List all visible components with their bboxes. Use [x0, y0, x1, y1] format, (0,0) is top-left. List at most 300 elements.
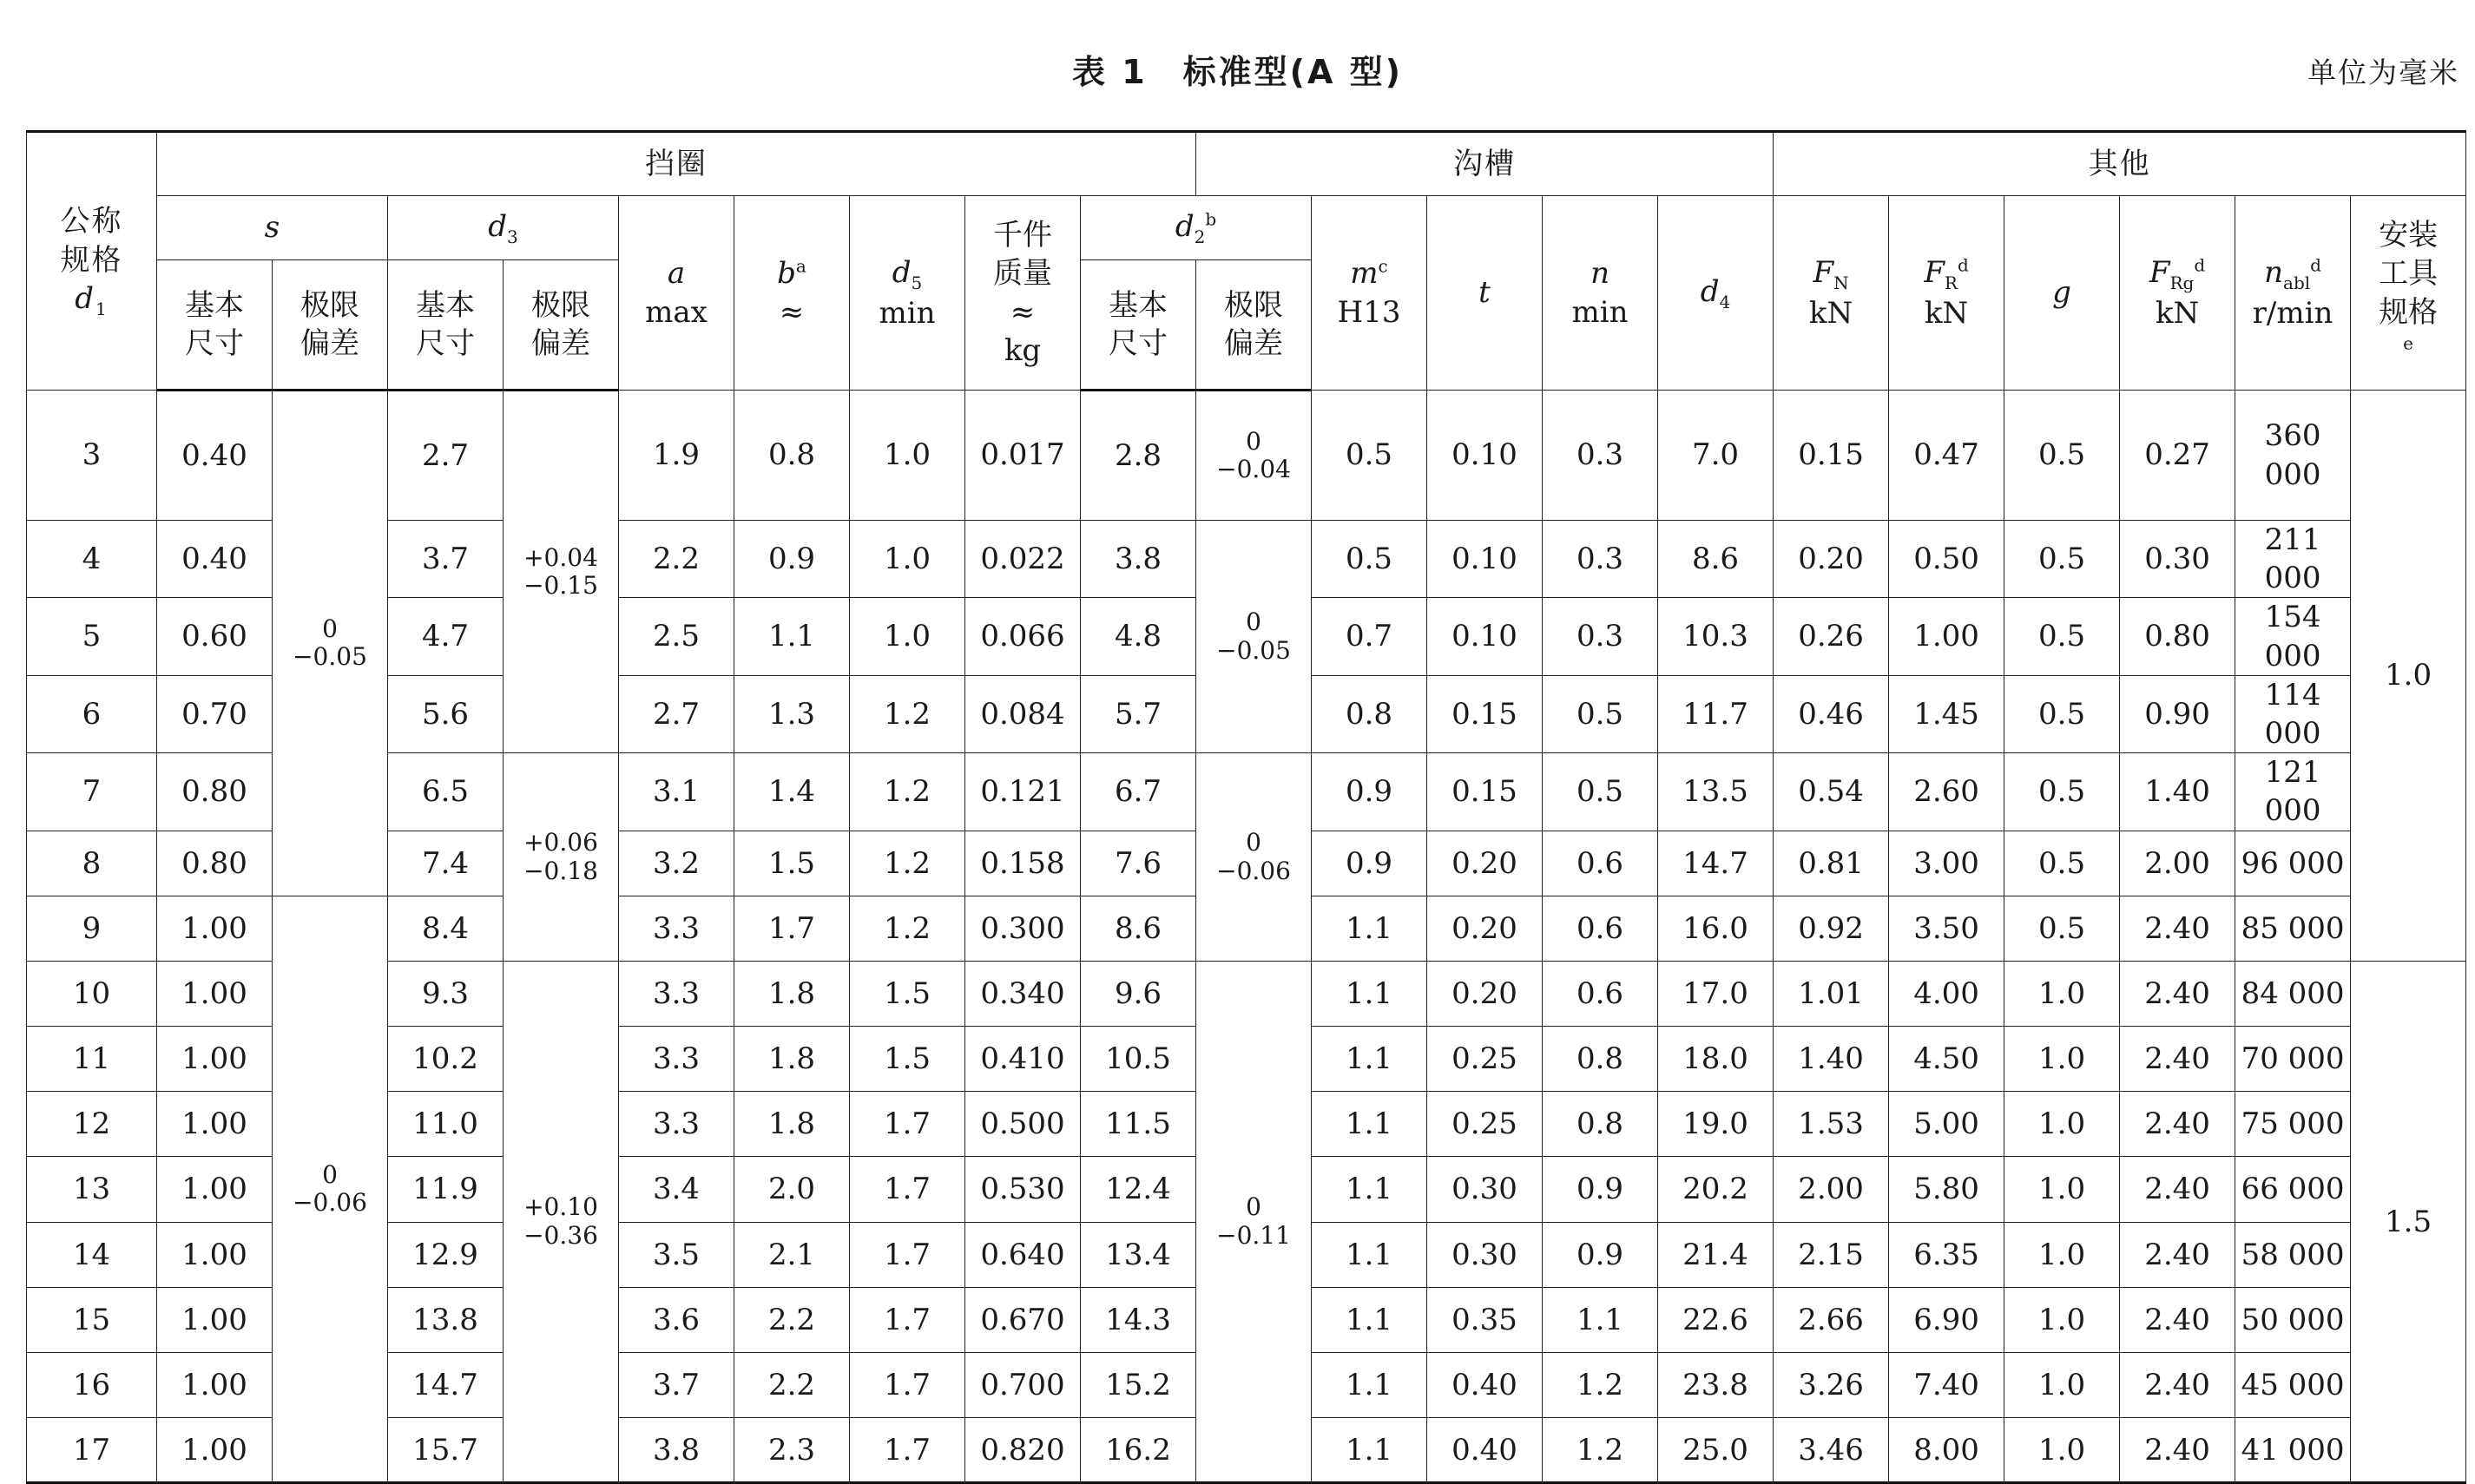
cell-nabl: 45 000: [2235, 1353, 2351, 1418]
cell-d3: 9.3: [388, 961, 504, 1026]
header-frg: $F_{Rg}^d$ kN: [2120, 196, 2235, 391]
header-d3-basic: 基本 尺寸: [388, 260, 504, 391]
cell-a: 3.5: [619, 1222, 734, 1287]
cell-d5: 1.0: [850, 598, 965, 675]
cell-d4: 8.6: [1658, 521, 1774, 598]
cell-m: 1.1: [1312, 1418, 1427, 1483]
cell-frg: 2.40: [2120, 896, 2235, 961]
cell-g: 0.5: [2004, 598, 2120, 675]
cell-d4: 25.0: [1658, 1418, 1774, 1483]
cell-nabl: 360 000: [2235, 391, 2351, 521]
cell-fr: 3.50: [1889, 896, 2004, 961]
cell-nabl: 75 000: [2235, 1092, 2351, 1157]
cell-n: 0.8: [1543, 1092, 1658, 1157]
cell-d1: 7: [27, 753, 157, 831]
cell-frg: 0.90: [2120, 675, 2235, 752]
cell-fn: 3.26: [1774, 1353, 1889, 1418]
cell-a: 3.3: [619, 961, 734, 1026]
cell-a: 3.3: [619, 896, 734, 961]
cell-d5: 1.2: [850, 896, 965, 961]
header-t: t: [1427, 196, 1543, 391]
cell-a: 3.3: [619, 1027, 734, 1092]
cell-b: 2.1: [734, 1222, 850, 1287]
cell-b: 1.5: [734, 831, 850, 896]
cell-frg: 0.27: [2120, 391, 2235, 521]
cell-mass: 0.158: [965, 831, 1081, 896]
cell-s: 0.40: [157, 391, 273, 521]
table-row: [27, 753, 2466, 831]
cell-g: 0.5: [2004, 675, 2120, 752]
cell-a: 2.5: [619, 598, 734, 675]
cell-b: 1.8: [734, 961, 850, 1026]
table-title: 表 1 标准型(A 型): [1071, 53, 1404, 91]
cell-d5: 1.2: [850, 831, 965, 896]
cell-mass: 0.410: [965, 1027, 1081, 1092]
cell-nabl: 41 000: [2235, 1418, 2351, 1483]
cell-b: 1.8: [734, 1027, 850, 1092]
cell-d3: 8.4: [388, 896, 504, 961]
cell-nabl: 50 000: [2235, 1287, 2351, 1352]
header-group-other: 其他: [1774, 132, 2466, 196]
cell-b: 2.2: [734, 1353, 850, 1418]
cell-frg: 0.30: [2120, 521, 2235, 598]
cell-d4: 10.3: [1658, 598, 1774, 675]
cell-fr: 6.90: [1889, 1287, 2004, 1352]
cell-mass: 0.820: [965, 1418, 1081, 1483]
cell-d2: 11.5: [1081, 1092, 1196, 1157]
cell-frg: 2.40: [2120, 1092, 2235, 1157]
header-d2: $d_2^b$: [1081, 196, 1312, 260]
header-nabl: $n_{abl}^d$ r/min: [2235, 196, 2351, 391]
cell-a: 3.3: [619, 1092, 734, 1157]
cell-t: 0.10: [1427, 521, 1543, 598]
cell-d3: 11.0: [388, 1092, 504, 1157]
cell-d5: 1.2: [850, 753, 965, 831]
cell-d2: 2.8: [1081, 391, 1196, 521]
cell-b: 1.4: [734, 753, 850, 831]
header-fn: $F_N$ kN: [1774, 196, 1889, 391]
cell-d2: 16.2: [1081, 1418, 1196, 1483]
cell-s: 1.00: [157, 1092, 273, 1157]
cell-tool: 1.5: [2351, 961, 2466, 1483]
cell-d4: 21.4: [1658, 1222, 1774, 1287]
cell-d3: 5.6: [388, 675, 504, 752]
cell-nabl: 70 000: [2235, 1027, 2351, 1092]
cell-s: 1.00: [157, 1287, 273, 1352]
cell-d2: 15.2: [1081, 1353, 1196, 1418]
header-a: a max: [619, 196, 734, 391]
header-d4: $d_4$: [1658, 196, 1774, 391]
header-spec: 公称 规格 $d_1$: [27, 132, 157, 391]
cell-fn: 0.15: [1774, 391, 1889, 521]
cell-s: 0.70: [157, 675, 273, 752]
cell-mass: 0.340: [965, 961, 1081, 1026]
cell-mass: 0.121: [965, 753, 1081, 831]
cell-g: 0.5: [2004, 391, 2120, 521]
cell-d3: 10.2: [388, 1027, 504, 1092]
cell-fn: 0.81: [1774, 831, 1889, 896]
cell-m: 0.5: [1312, 391, 1427, 521]
cell-a: 3.1: [619, 753, 734, 831]
cell-mass: 0.066: [965, 598, 1081, 675]
cell-nabl: 154 000: [2235, 598, 2351, 675]
cell-mass: 0.500: [965, 1092, 1081, 1157]
cell-d2: 3.8: [1081, 521, 1196, 598]
cell-frg: 2.00: [2120, 831, 2235, 896]
cell-d5: 1.0: [850, 391, 965, 521]
cell-fn: 0.54: [1774, 753, 1889, 831]
cell-fn: 2.15: [1774, 1222, 1889, 1287]
cell-t: 0.40: [1427, 1418, 1543, 1483]
cell-mass: 0.300: [965, 896, 1081, 961]
cell-d3: 15.7: [388, 1418, 504, 1483]
cell-a: 3.6: [619, 1287, 734, 1352]
cell-a: 3.2: [619, 831, 734, 896]
cell-d5: 1.7: [850, 1222, 965, 1287]
cell-d5: 1.7: [850, 1353, 965, 1418]
cell-d3-tolerance: +0.06 −0.18: [504, 753, 619, 962]
cell-nabl: 96 000: [2235, 831, 2351, 896]
cell-a: 2.7: [619, 675, 734, 752]
header-b: $b^a$ ≈: [734, 196, 850, 391]
cell-s: 1.00: [157, 1418, 273, 1483]
cell-m: 1.1: [1312, 1353, 1427, 1418]
table-row: [27, 961, 2466, 1026]
cell-s: 1.00: [157, 1222, 273, 1287]
cell-d2: 7.6: [1081, 831, 1196, 896]
cell-b: 1.1: [734, 598, 850, 675]
cell-t: 0.10: [1427, 391, 1543, 521]
cell-nabl: 66 000: [2235, 1157, 2351, 1222]
cell-m: 1.1: [1312, 1222, 1427, 1287]
cell-d2: 8.6: [1081, 896, 1196, 961]
cell-t: 0.10: [1427, 598, 1543, 675]
header-m: $m^c$ H13: [1312, 196, 1427, 391]
cell-d5: 1.7: [850, 1418, 965, 1483]
unit-note: 单位为毫米: [2307, 56, 2459, 89]
cell-tool: 1.0: [2351, 391, 2466, 962]
cell-nabl: 114 000: [2235, 675, 2351, 752]
cell-fn: 0.46: [1774, 675, 1889, 752]
cell-n: 0.8: [1543, 1027, 1658, 1092]
cell-frg: 2.40: [2120, 1222, 2235, 1287]
cell-frg: 2.40: [2120, 1418, 2235, 1483]
cell-b: 1.8: [734, 1092, 850, 1157]
cell-d2: 14.3: [1081, 1287, 1196, 1352]
cell-d1: 4: [27, 521, 157, 598]
cell-d2-tolerance: 0 −0.05: [1196, 521, 1312, 753]
cell-d3: 2.7: [388, 391, 504, 521]
header-s-limit: 极限 偏差: [273, 260, 388, 391]
cell-s: 1.00: [157, 1353, 273, 1418]
cell-mass: 0.670: [965, 1287, 1081, 1352]
cell-m: 1.1: [1312, 1092, 1427, 1157]
cell-m: 0.9: [1312, 831, 1427, 896]
header-mass: 千件 质量 ≈ kg: [965, 196, 1081, 391]
cell-fn: 1.01: [1774, 961, 1889, 1026]
cell-fn: 1.53: [1774, 1092, 1889, 1157]
cell-d3-tolerance: +0.04 −0.15: [504, 391, 619, 753]
cell-d1: 12: [27, 1092, 157, 1157]
cell-frg: 2.40: [2120, 1157, 2235, 1222]
cell-frg: 0.80: [2120, 598, 2235, 675]
cell-frg: 2.40: [2120, 1353, 2235, 1418]
cell-frg: 2.40: [2120, 1287, 2235, 1352]
cell-d1: 17: [27, 1418, 157, 1483]
cell-frg: 1.40: [2120, 753, 2235, 831]
cell-t: 0.25: [1427, 1027, 1543, 1092]
cell-n: 1.2: [1543, 1353, 1658, 1418]
cell-g: 0.5: [2004, 896, 2120, 961]
cell-m: 1.1: [1312, 896, 1427, 961]
cell-d4: 13.5: [1658, 753, 1774, 831]
cell-d3: 14.7: [388, 1353, 504, 1418]
cell-b: 1.7: [734, 896, 850, 961]
cell-t: 0.20: [1427, 831, 1543, 896]
header-n: n min: [1543, 196, 1658, 391]
cell-a: 3.4: [619, 1157, 734, 1222]
header-s: s: [157, 196, 388, 260]
cell-fr: 3.00: [1889, 831, 2004, 896]
cell-d5: 1.5: [850, 961, 965, 1026]
header-group-ring: 挡圈: [157, 132, 1196, 196]
cell-s: 0.40: [157, 521, 273, 598]
cell-s-tolerance: 0 −0.05: [273, 391, 388, 896]
cell-d4: 22.6: [1658, 1287, 1774, 1352]
table-row: [27, 391, 2466, 521]
cell-d2: 12.4: [1081, 1157, 1196, 1222]
cell-d1: 6: [27, 675, 157, 752]
cell-m: 0.9: [1312, 753, 1427, 831]
cell-d3: 4.7: [388, 598, 504, 675]
cell-d3: 7.4: [388, 831, 504, 896]
cell-t: 0.30: [1427, 1222, 1543, 1287]
cell-fr: 7.40: [1889, 1353, 2004, 1418]
cell-d1: 16: [27, 1353, 157, 1418]
cell-fn: 0.26: [1774, 598, 1889, 675]
cell-d2: 4.8: [1081, 598, 1196, 675]
cell-d1: 13: [27, 1157, 157, 1222]
cell-t: 0.20: [1427, 896, 1543, 961]
cell-d4: 17.0: [1658, 961, 1774, 1026]
cell-d2: 10.5: [1081, 1027, 1196, 1092]
cell-g: 1.0: [2004, 1157, 2120, 1222]
cell-n: 0.6: [1543, 896, 1658, 961]
cell-n: 0.3: [1543, 391, 1658, 521]
cell-mass: 0.017: [965, 391, 1081, 521]
cell-fr: 2.60: [1889, 753, 2004, 831]
cell-t: 0.15: [1427, 753, 1543, 831]
cell-d5: 1.2: [850, 675, 965, 752]
cell-d5: 1.7: [850, 1092, 965, 1157]
cell-g: 0.5: [2004, 831, 2120, 896]
cell-s: 0.80: [157, 831, 273, 896]
cell-fr: 8.00: [1889, 1418, 2004, 1483]
cell-d3: 12.9: [388, 1222, 504, 1287]
header-d3: $d_3$: [388, 196, 619, 260]
cell-d2: 9.6: [1081, 961, 1196, 1026]
cell-n: 0.5: [1543, 675, 1658, 752]
cell-mass: 0.640: [965, 1222, 1081, 1287]
cell-g: 0.5: [2004, 753, 2120, 831]
cell-b: 1.3: [734, 675, 850, 752]
cell-s: 1.00: [157, 896, 273, 961]
header-d5: $d_5$ min: [850, 196, 965, 391]
cell-nabl: 84 000: [2235, 961, 2351, 1026]
cell-d5: 1.0: [850, 521, 965, 598]
cell-s: 1.00: [157, 1027, 273, 1092]
cell-s-tolerance: 0 −0.06: [273, 896, 388, 1483]
cell-b: 0.9: [734, 521, 850, 598]
cell-d1: 5: [27, 598, 157, 675]
cell-d4: 20.2: [1658, 1157, 1774, 1222]
cell-mass: 0.700: [965, 1353, 1081, 1418]
header-s-basic: 基本 尺寸: [157, 260, 273, 391]
cell-s: 0.80: [157, 753, 273, 831]
cell-d4: 14.7: [1658, 831, 1774, 896]
header-d2-limit: 极限 偏差: [1196, 260, 1312, 391]
cell-fn: 1.40: [1774, 1027, 1889, 1092]
header-d3-limit: 极限 偏差: [504, 260, 619, 391]
cell-fr: 0.50: [1889, 521, 2004, 598]
cell-fr: 4.50: [1889, 1027, 2004, 1092]
header-tool: 安装 工具 规格 $^e$: [2351, 196, 2466, 391]
cell-fr: 4.00: [1889, 961, 2004, 1026]
cell-n: 0.3: [1543, 598, 1658, 675]
header-d2-basic: 基本 尺寸: [1081, 260, 1196, 391]
cell-g: 1.0: [2004, 961, 2120, 1026]
cell-a: 1.9: [619, 391, 734, 521]
cell-n: 0.3: [1543, 521, 1658, 598]
cell-d3: 3.7: [388, 521, 504, 598]
cell-d1: 11: [27, 1027, 157, 1092]
cell-fn: 0.20: [1774, 521, 1889, 598]
cell-d4: 11.7: [1658, 675, 1774, 752]
cell-mass: 0.084: [965, 675, 1081, 752]
cell-d5: 1.5: [850, 1027, 965, 1092]
cell-mass: 0.530: [965, 1157, 1081, 1222]
cell-t: 0.20: [1427, 961, 1543, 1026]
cell-d3: 11.9: [388, 1157, 504, 1222]
cell-d5: 1.7: [850, 1157, 965, 1222]
table-body: [27, 391, 2466, 1483]
cell-m: 1.1: [1312, 1027, 1427, 1092]
cell-d2-tolerance: 0 −0.11: [1196, 961, 1312, 1483]
cell-nabl: 58 000: [2235, 1222, 2351, 1287]
cell-frg: 2.40: [2120, 961, 2235, 1026]
cell-mass: 0.022: [965, 521, 1081, 598]
header-group-groove: 沟槽: [1196, 132, 1774, 196]
cell-d1: 15: [27, 1287, 157, 1352]
header-g: g: [2004, 196, 2120, 391]
cell-d2: 13.4: [1081, 1222, 1196, 1287]
cell-d1: 10: [27, 961, 157, 1026]
table-row: [27, 521, 2466, 598]
cell-nabl: 121 000: [2235, 753, 2351, 831]
cell-d5: 1.7: [850, 1287, 965, 1352]
cell-frg: 2.40: [2120, 1027, 2235, 1092]
cell-n: 1.2: [1543, 1418, 1658, 1483]
cell-t: 0.35: [1427, 1287, 1543, 1352]
cell-fr: 5.80: [1889, 1157, 2004, 1222]
cell-b: 0.8: [734, 391, 850, 521]
cell-n: 0.6: [1543, 831, 1658, 896]
cell-g: 1.0: [2004, 1027, 2120, 1092]
cell-d4: 18.0: [1658, 1027, 1774, 1092]
cell-s: 1.00: [157, 961, 273, 1026]
cell-a: 3.7: [619, 1353, 734, 1418]
cell-m: 0.5: [1312, 521, 1427, 598]
cell-fr: 1.45: [1889, 675, 2004, 752]
cell-d2: 6.7: [1081, 753, 1196, 831]
cell-s: 0.60: [157, 598, 273, 675]
cell-d1: 14: [27, 1222, 157, 1287]
cell-b: 2.0: [734, 1157, 850, 1222]
cell-m: 0.8: [1312, 675, 1427, 752]
cell-fn: 2.66: [1774, 1287, 1889, 1352]
cell-fr: 0.47: [1889, 391, 2004, 521]
cell-d3: 6.5: [388, 753, 504, 831]
cell-a: 3.8: [619, 1418, 734, 1483]
cell-s: 1.00: [157, 1157, 273, 1222]
cell-n: 1.1: [1543, 1287, 1658, 1352]
cell-n: 0.9: [1543, 1222, 1658, 1287]
cell-n: 0.9: [1543, 1157, 1658, 1222]
cell-d2-tolerance: 0 −0.04: [1196, 391, 1312, 521]
cell-a: 2.2: [619, 521, 734, 598]
cell-nabl: 211 000: [2235, 521, 2351, 598]
cell-d2: 5.7: [1081, 675, 1196, 752]
cell-d1: 9: [27, 896, 157, 961]
cell-d3: 13.8: [388, 1287, 504, 1352]
cell-g: 1.0: [2004, 1418, 2120, 1483]
cell-n: 0.5: [1543, 753, 1658, 831]
cell-g: 1.0: [2004, 1287, 2120, 1352]
cell-d3-tolerance: +0.10 −0.36: [504, 961, 619, 1483]
cell-nabl: 85 000: [2235, 896, 2351, 961]
cell-fr: 5.00: [1889, 1092, 2004, 1157]
cell-m: 1.1: [1312, 1287, 1427, 1352]
cell-d4: 7.0: [1658, 391, 1774, 521]
cell-t: 0.15: [1427, 675, 1543, 752]
cell-m: 1.1: [1312, 961, 1427, 1026]
cell-m: 0.7: [1312, 598, 1427, 675]
spec-table: [26, 130, 2466, 1484]
cell-fr: 1.00: [1889, 598, 2004, 675]
cell-d4: 23.8: [1658, 1353, 1774, 1418]
cell-d1: 8: [27, 831, 157, 896]
cell-d4: 16.0: [1658, 896, 1774, 961]
cell-fn: 0.92: [1774, 896, 1889, 961]
cell-t: 0.40: [1427, 1353, 1543, 1418]
cell-g: 1.0: [2004, 1353, 2120, 1418]
cell-fn: 2.00: [1774, 1157, 1889, 1222]
cell-d2-tolerance: 0 −0.06: [1196, 753, 1312, 962]
cell-g: 1.0: [2004, 1222, 2120, 1287]
cell-b: 2.3: [734, 1418, 850, 1483]
cell-d4: 19.0: [1658, 1092, 1774, 1157]
cell-g: 0.5: [2004, 521, 2120, 598]
cell-t: 0.25: [1427, 1092, 1543, 1157]
cell-fr: 6.35: [1889, 1222, 2004, 1287]
header-fr: $F_R^d$ kN: [1889, 196, 2004, 391]
cell-m: 1.1: [1312, 1157, 1427, 1222]
cell-d1: 3: [27, 391, 157, 521]
cell-fn: 3.46: [1774, 1418, 1889, 1483]
cell-n: 0.6: [1543, 961, 1658, 1026]
cell-t: 0.30: [1427, 1157, 1543, 1222]
cell-b: 2.2: [734, 1287, 850, 1352]
